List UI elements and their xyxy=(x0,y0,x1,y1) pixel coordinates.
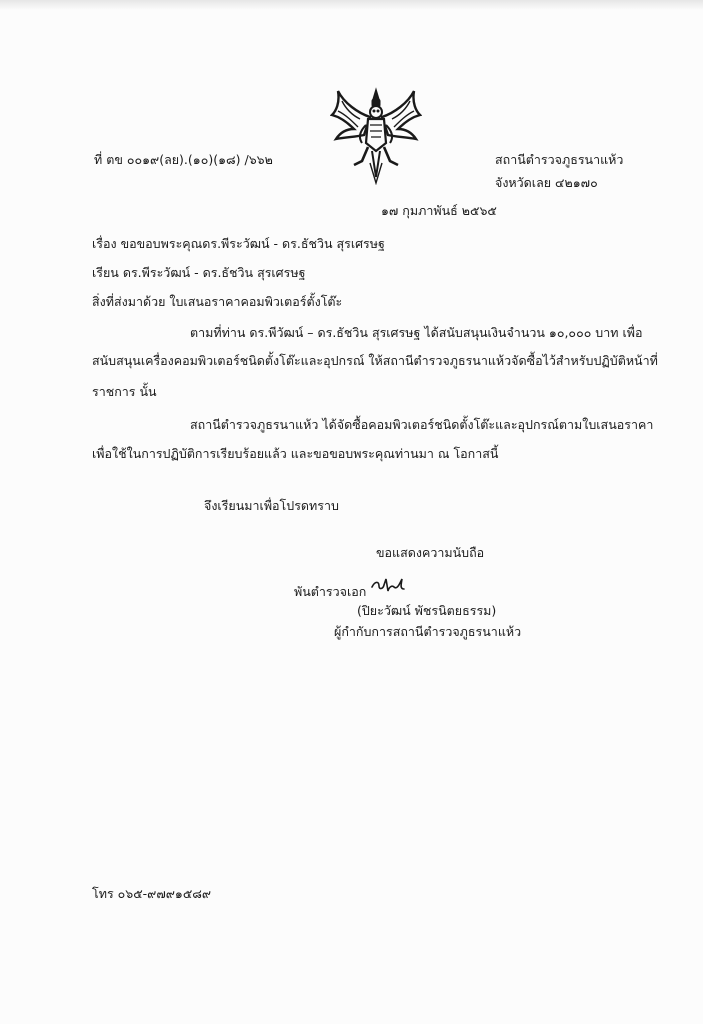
letter-salutation: ขอแสดงความนับถือ xyxy=(376,545,485,560)
body-paragraph-1-line-1: ตามที่ท่าน ดร.พีวัฒน์ – ดร.ธัชวิน สุรเศรษฐ ได้สนับสนุนเงินจำนวน ๑๐,๐๐๐ บาท เพื่อ xyxy=(190,325,643,340)
garuda-emblem-icon xyxy=(330,85,422,185)
letter-date: ๑๗ กุมภาพันธ์ ๒๕๖๕ xyxy=(381,203,497,218)
contact-phone: โทร ๐๖๕-๙๗๙๑๕๘๙ xyxy=(92,886,212,901)
signer-rank: พันตำรวจเอก xyxy=(294,584,367,599)
scan-edge xyxy=(0,0,703,10)
reference-number: ที่ ตข ๐๐๑๙(ลย).(๑๐)(๑๘) /๖๖๒ xyxy=(94,152,273,167)
letter-subject: เรื่อง ขอขอบพระคุณดร.พีระวัฒน์ - ดร.ธัชวิน สุรเศรษฐ xyxy=(92,236,385,251)
signer-name: (ปิยะวัฒน์ พัชรนิตยธรรม) xyxy=(357,603,497,618)
signer-position: ผู้กำกับการสถานีตำรวจภูธรนาแห้ว xyxy=(334,624,522,639)
handwritten-signature xyxy=(370,575,408,595)
letter-enclosure: สิ่งที่ส่งมาด้วย ใบเสนอราคาคอมพิวเตอร์ตั้งโต๊ะ xyxy=(92,294,343,309)
body-paragraph-2-line-2: เพื่อใช้ในการปฏิบัติการเรียบร้อยแล้ว และขอขอบพระคุณท่านมา ณ โอกาสนี้ xyxy=(92,446,499,461)
body-paragraph-1-line-3: ราชการ นั้น xyxy=(92,384,157,399)
sender-address: จังหวัดเลย ๔๒๑๗๐ xyxy=(495,175,598,190)
sender-office: สถานีตำรวจภูธรนาแห้ว xyxy=(495,152,624,167)
body-paragraph-2-line-1: สถานีตำรวจภูธรนาแห้ว ได้จัดซื้อคอมพิวเตอร์ชนิดตั้งโต๊ะและอุปกรณ์ตามใบเสนอราคา xyxy=(190,417,654,432)
letter-closing: จึงเรียนมาเพื่อโปรดทราบ xyxy=(204,498,339,513)
letter-recipient: เรียน ดร.พีระวัฒน์ - ดร.ธัชวิน สุรเศรษฐ xyxy=(92,265,306,280)
body-paragraph-1-line-2: สนับสนุนเครื่องคอมพิวเตอร์ชนิดตั้งโต๊ะและอุปกรณ์ ให้สถานีตำรวจภูธรนาแห้วจัดซื้อไว้สำหรับปฏิบัติหน้าที่ xyxy=(92,353,658,368)
